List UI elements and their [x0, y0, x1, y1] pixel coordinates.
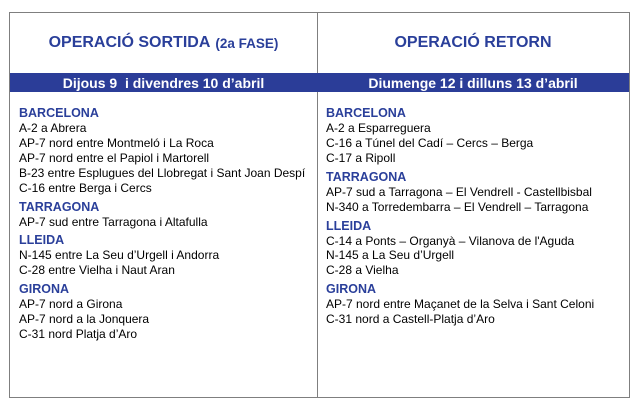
region-tarragona: [326, 170, 621, 215]
region-barcelona: [19, 106, 309, 196]
route-item: C-31 nord a Castell-Platja d’Aro: [326, 312, 495, 327]
region-name: LLEIDA: [326, 218, 372, 233]
retorn-column: [317, 13, 629, 397]
sortida-title-text: OPERACIÓ SORTIDA: [48, 34, 211, 51]
region-tarragona: [19, 200, 309, 230]
region-girona: [19, 282, 309, 342]
route-item: A-2 a Abrera: [19, 121, 87, 135]
route-item: C-16 entre Berga i Cercs: [19, 180, 152, 195]
route-item: AP-7 sud a Tarragona – El Vendrell - Castellbisbal: [326, 184, 592, 199]
route-item: AP-7 sud entre Tarragona i Altafulla: [19, 214, 208, 229]
route-item: C-31 nord Platja d’Aro: [19, 327, 138, 342]
route-item: N-145 entre La Seu d’Urgell i Andorra: [19, 248, 220, 263]
route-item: AP-7 nord entre Montmeló i La Roca: [19, 135, 214, 150]
route-item: C-17 a Ripoll: [326, 150, 396, 165]
region-name: GIRONA: [19, 282, 69, 297]
route-item: N-340 a Torredembarra – El Vendrell – Tarragona: [326, 199, 589, 214]
route-item: AP-7 nord entre el Papiol i Martorell: [19, 150, 210, 165]
sortida-regions: [10, 106, 317, 346]
region-name: TARRAGONA: [326, 169, 407, 184]
retorn-title-text: OPERACIÓ RETORN: [394, 34, 552, 51]
retorn-regions: [317, 106, 629, 331]
route-item: A-2 a Esparreguera: [326, 121, 431, 135]
region-name: GIRONA: [326, 282, 376, 297]
route-item: B-23 entre Esplugues del Llobregat i Sant Joan Despí: [19, 165, 306, 180]
region-lleida: [19, 233, 309, 278]
region-name: BARCELONA: [326, 106, 406, 120]
region-name: BARCELONA: [19, 106, 99, 120]
region-lleida: [326, 219, 621, 279]
sortida-phase-label: (2a FASE): [215, 35, 279, 51]
route-item: N-145 a La Seu d’Urgell: [326, 248, 455, 263]
route-item: C-28 a Vielha: [326, 263, 399, 278]
region-name: LLEIDA: [19, 233, 65, 248]
sortida-column: [10, 13, 318, 397]
route-item: C-14 a Ponts – Organyà – Vilanova de l'Aguda: [326, 233, 575, 248]
region-name: TARRAGONA: [19, 199, 100, 214]
route-item: AP-7 nord entre Maçanet de la Selva i Sant Celoni: [326, 297, 595, 312]
route-item: C-28 entre Vielha i Naut Aran: [19, 263, 175, 278]
route-item: C-16 a Túnel del Cadí – Cercs – Berga: [326, 135, 534, 150]
route-item: AP-7 nord a la Jonquera: [19, 312, 150, 327]
region-girona: [326, 282, 621, 327]
sortida-title: [10, 13, 317, 73]
retorn-dates-bar: Diumenge 12 i dilluns 13 d’abril: [317, 73, 629, 92]
sortida-dates-bar: Dijous 9 i divendres 10 d’abril: [10, 73, 317, 92]
retorn-title: [317, 13, 629, 73]
route-item: AP-7 nord a Girona: [19, 297, 123, 312]
traffic-operations-table: [9, 12, 630, 398]
region-barcelona: [326, 106, 621, 166]
